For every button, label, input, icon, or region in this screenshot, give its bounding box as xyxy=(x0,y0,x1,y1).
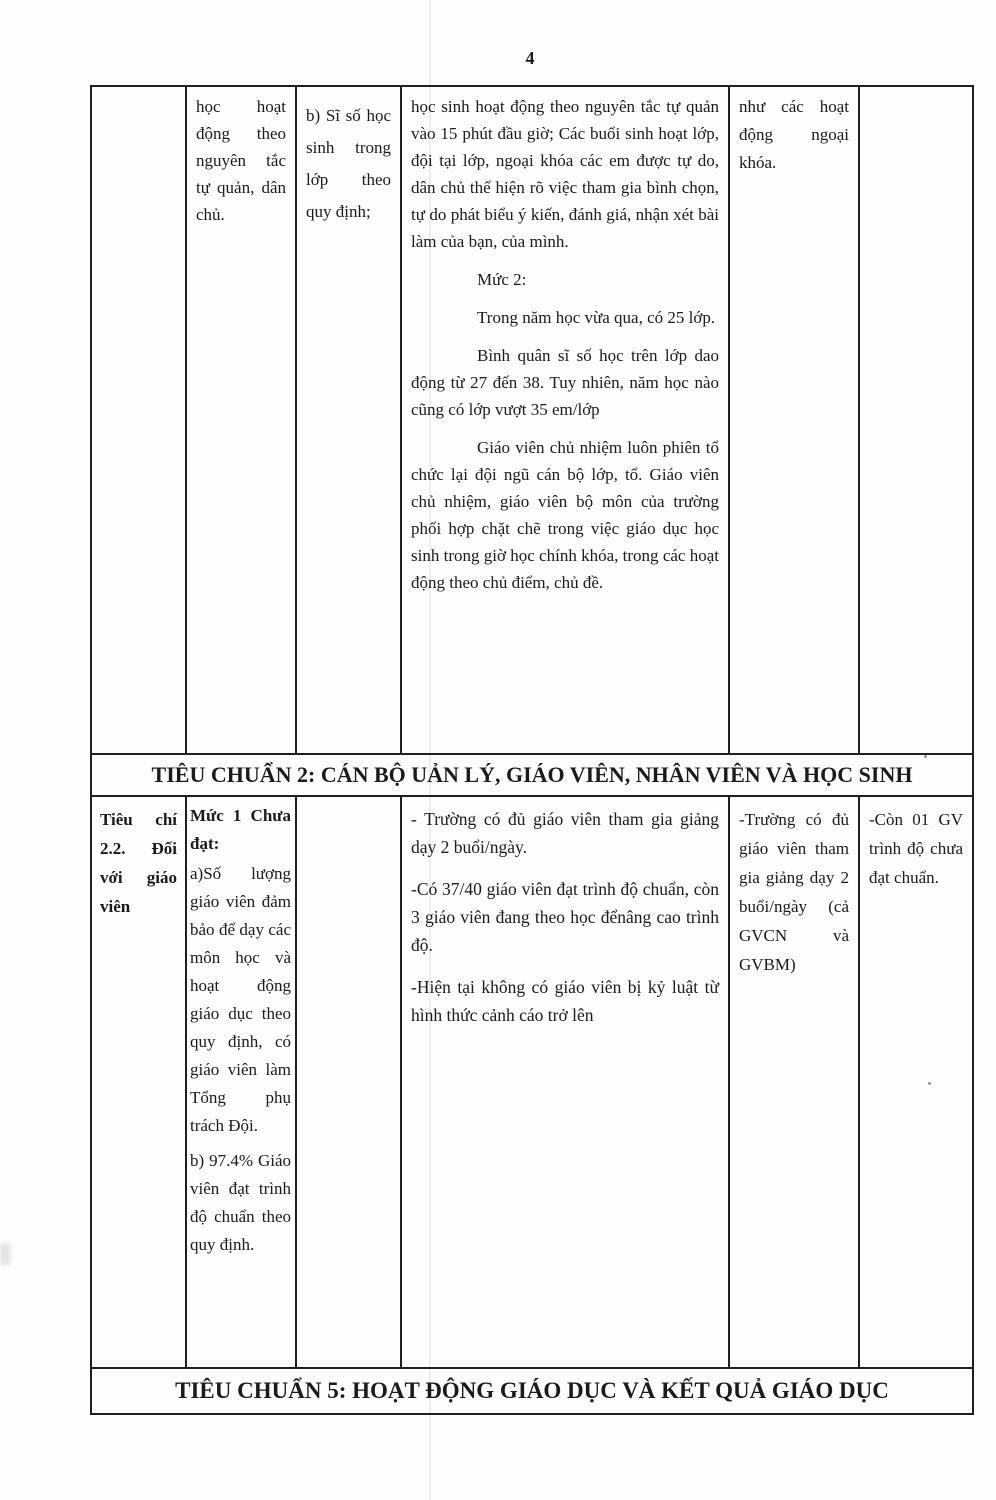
level-item: b) 97.4% Giáo viên đạt trình độ chuẩn theo quy định. xyxy=(190,1151,291,1254)
paragraph: học sinh hoạt động theo nguyên tắc tự quản vào 15 phút đầu giờ; Các buổi sinh hoạt lớp, đội tại lớp, ngoại khóa các em được tự do, dân chủ thể hiện rõ việc tham gia bình chọn, tự do phát biểu ý kiến, đánh giá, nhận xét bài làm của bạn, của mình. xyxy=(411,97,719,251)
criterion-text: Tiêu chí 2.2. Đối với giáo viên xyxy=(100,810,177,916)
cell-r1-weakness-empty xyxy=(860,87,972,755)
indicator-text: học hoạt động theo nguyên tắc tự quản, dân chủ. xyxy=(196,97,286,224)
cell-r1-subitem xyxy=(297,87,402,755)
cell-r1-indicator xyxy=(187,87,297,755)
paragraph: Trong năm học vừa qua, có 25 lớp. xyxy=(477,308,716,327)
subitem-text: b) Sĩ số học sinh trong lớp theo quy định; xyxy=(306,106,391,221)
scan-smudge xyxy=(0,1243,10,1265)
page-number: 4 xyxy=(525,48,535,68)
banner-standard-2: TIÊU CHUẨN 2: CÁN BỘ UẢN LÝ, GIÁO VIÊN, NHÂN VIÊN VÀ HỌC SINH xyxy=(92,755,972,797)
evaluation-table xyxy=(90,85,974,1415)
paragraph: -Hiện tại không có giáo viên bị kỷ luật từ hình thức cảnh cáo trở lên xyxy=(411,977,719,1025)
level-item: a)Số lượng giáo viên đảm bảo để dạy các môn học và hoạt động giáo dục theo quy định, có giáo viên làm Tổng phụ trách Đội. xyxy=(190,864,291,1135)
weakness-text: -Còn 01 GV trình độ chưa đạt chuẩn. xyxy=(869,810,963,887)
cell-r2-weakness xyxy=(860,797,972,1369)
paragraph: Mức 2: xyxy=(477,270,527,289)
cell-r2-empty xyxy=(297,797,402,1369)
cell-r2-description xyxy=(402,797,730,1369)
cell-r1-description xyxy=(402,87,730,755)
cell-r1-criteria-empty xyxy=(92,87,187,755)
cell-r2-criterion xyxy=(92,797,187,1369)
level-heading: Mức 1 Chưa đạt: xyxy=(190,806,291,853)
cell-r2-strength xyxy=(730,797,860,1369)
paragraph: Bình quân sĩ số học trên lớp dao động từ 27 đến 38. Tuy nhiên, năm học nào cũng có lớp vượt 35 em/lớp xyxy=(411,346,719,419)
strength-text: -Trường có đủ giáo viên tham gia giảng dạy 2 buổi/ngày (cả GVCN và GVBM) xyxy=(739,810,849,974)
paragraph: Giáo viên chủ nhiệm luôn phiên tổ chức lại đội ngũ cán bộ lớp, tổ. Giáo viên chủ nhiệm, giáo viên bộ môn của trường phối hợp chặt chẽ trong việc giáo dục học sinh trong giờ học chính khóa, trong các hoạt động theo chủ điểm, chủ đề. xyxy=(411,438,719,592)
strength-text: như các hoạt động ngoại khóa. xyxy=(739,97,849,172)
paragraph: -Có 37/40 giáo viên đạt trình độ chuẩn, còn 3 giáo viên đang theo học đểnâng cao trình độ. xyxy=(411,879,719,955)
paragraph: - Trường có đủ giáo viên tham gia giảng dạy 2 buổi/ngày. xyxy=(411,809,719,857)
banner-standard-5: TIÊU CHUẨN 5: HOẠT ĐỘNG GIÁO DỤC VÀ KẾT QUẢ GIÁO DỤC xyxy=(175,1378,889,1403)
cell-r1-strength xyxy=(730,87,860,755)
cell-r2-level xyxy=(187,797,297,1369)
